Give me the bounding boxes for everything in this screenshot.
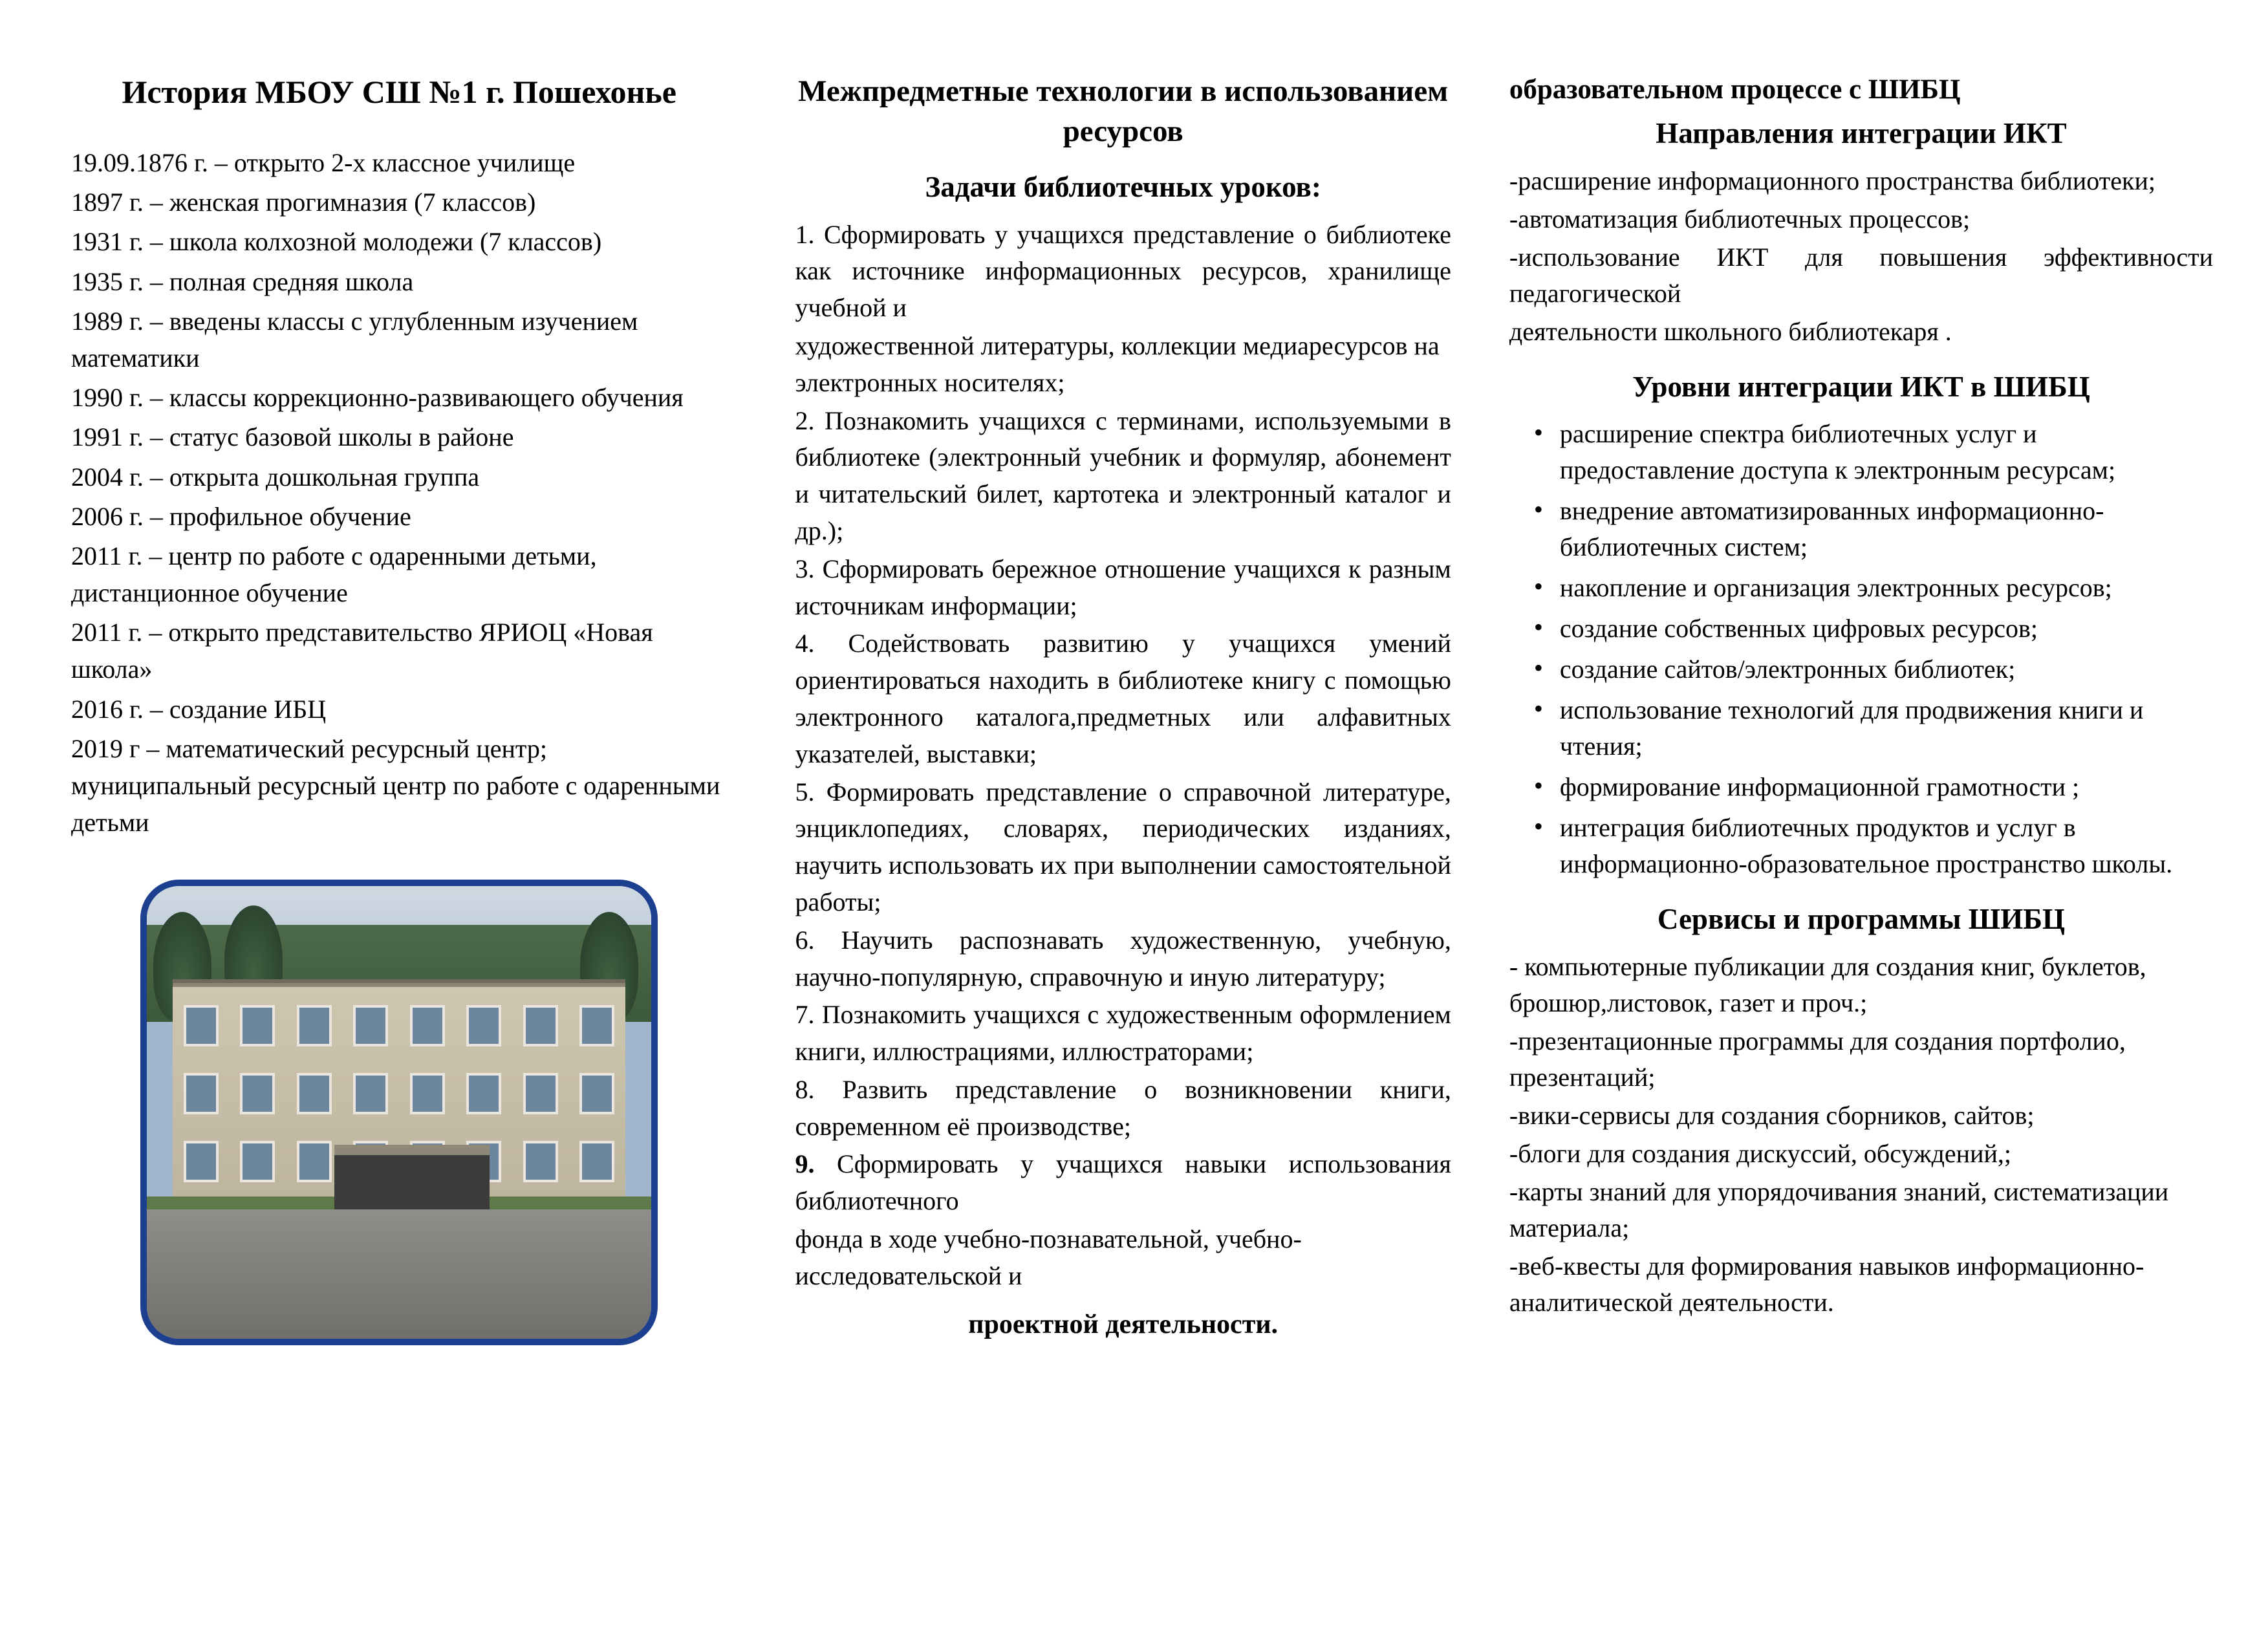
service-item: -карты знаний для упорядочивания знаний, систематизации материала;: [1509, 1176, 2169, 1242]
history-item: 2004 г. – открыта дошкольная группа: [71, 462, 480, 492]
tasks-list: [795, 217, 1451, 1295]
heading-services: Сервисы и программы ШИБЦ: [1657, 903, 2065, 936]
level-item: • использование технологий для продвижения книги и чтения;: [1560, 692, 2213, 764]
history-item: 1991 г. – статус базовой школы в районе: [71, 422, 514, 452]
service-item: -блоги для создания дискуссий, обсуждений,;: [1509, 1138, 2012, 1168]
level-item: • создание сайтов/электронных библиотек;: [1560, 651, 2213, 688]
history-item: 1990 г. – классы коррекционно-развивающего обучения: [71, 383, 684, 413]
photo-window: [523, 1005, 558, 1046]
photo-window: [579, 1141, 614, 1182]
photo-window: [184, 1005, 219, 1046]
direction-item: -использование ИКТ для повышения эффективности педагогической: [1509, 242, 2213, 308]
photo-window: [466, 1073, 501, 1114]
photo-window: [297, 1141, 332, 1182]
direction-item: -автоматизация библиотечных процессов;: [1509, 204, 1971, 233]
history-item: 1897 г. – женская прогимназия (7 классов): [71, 188, 536, 217]
photo-window: [240, 1073, 275, 1114]
photo-window: [579, 1005, 614, 1046]
photo-window: [410, 1005, 445, 1046]
history-item: 19.09.1876 г. – открыто 2-х классное училище: [71, 148, 576, 177]
photo-window-row: [173, 993, 625, 1058]
heading-levels: Уровни интеграции ИКТ в ШИБЦ: [1632, 370, 2090, 403]
history-item: 1935 г. – полная средняя школа: [71, 266, 414, 296]
photo-window-row: [173, 1061, 625, 1126]
task-item: 5. Формировать представление о справочной литературе, энциклопедиях, словарях, периодических изданиях, научить использовать их при выполнении самостоятельной работы;: [795, 777, 1451, 916]
section-heading-technologies: Межпредметные технологии в использованием ресурсов: [798, 74, 1449, 149]
level-item: • накопление и организация электронных ресурсов;: [1560, 570, 2213, 606]
page-title: История МБОУ СШ №1 г. Пошехонье: [122, 74, 676, 110]
photo-window: [184, 1073, 219, 1114]
task-item-9-text: Сформировать у учащихся навыки использования библиотечного: [795, 1149, 1451, 1216]
task-item-9: [795, 1146, 1451, 1220]
service-item: -вики-сервисы для создания сборников, сайтов;: [1509, 1100, 2035, 1130]
photo-window: [240, 1005, 275, 1046]
section-subheading-tasks: Задачи библиотечных уроков:: [925, 171, 1321, 204]
task-item: 8. Развить представление о возникновении книги, современном её производстве;: [795, 1074, 1451, 1141]
tasks-closing-line: проектной деятельности.: [968, 1309, 1279, 1339]
history-item: 1931 г. – школа колхозной молодежи (7 классов): [71, 227, 602, 257]
service-item: - компьютерные публикации для создания книг, буклетов, брошюр,листовок, газет и проч.;: [1509, 951, 2146, 1017]
history-item: 2019 г – математический ресурсный центр; муниципальный ресурсный центр по работе с одаренными детьми: [71, 733, 720, 838]
column-ikt: [1487, 71, 2223, 1323]
task-item: художественной литературы, коллекции медиаресурсов на электронных носителях;: [795, 330, 1440, 397]
history-item: 2011 г. – открыто представительство ЯРИОЦ «Новая школа»: [71, 618, 653, 684]
history-item: 2016 г. – создание ИБЦ: [71, 694, 327, 724]
direction-item: деятельности школьного библиотекаря .: [1509, 316, 1952, 346]
column-history: [45, 71, 766, 1345]
task-item: 3. Сформировать бережное отношение учащихся к разным источникам информации;: [795, 554, 1451, 620]
task-item: 4. Содействовать развитию у учащихся умений ориентироваться находить в библиотеке книгу с помощью электронного каталога,предметных или алфавитных указателей, выставки;: [795, 629, 1451, 768]
history-item: 2011 г. – центр по работе с одаренными детьми, дистанционное обучение: [71, 541, 597, 608]
task-item: 6. Научить распознавать художественную, учебную, научно-популярную, справочную и иную литературу;: [795, 925, 1451, 991]
level-item: • формирование информационной грамотности ;: [1560, 769, 2213, 805]
photo-window: [240, 1141, 275, 1182]
photo-window: [466, 1005, 501, 1046]
photo-window: [297, 1005, 332, 1046]
photo-window: [579, 1073, 614, 1114]
task-item-9-continued: фонда в ходе учебно-познавательной, учебно-исследовательской и: [795, 1224, 1302, 1290]
service-item: -презентационные программы для создания портфолио, презентаций;: [1509, 1026, 2126, 1092]
directions-list: [1509, 163, 2213, 350]
level-item: • интеграция библиотечных продуктов и услуг в информационно-образовательное пространство школы.: [1560, 810, 2213, 882]
photo-window: [353, 1005, 388, 1046]
column-tasks: [766, 71, 1486, 1340]
school-photo-frame: [140, 880, 658, 1345]
photo-window: [523, 1141, 558, 1182]
task-item-9-number: 9.: [795, 1149, 815, 1179]
services-list: [1509, 949, 2213, 1321]
history-item: 1989 г. – введены классы с углубленным изучением математики: [71, 306, 638, 373]
photo-window: [297, 1073, 332, 1114]
direction-item: -расширение информационного пространства библиотеки;: [1509, 166, 2155, 195]
level-item: • расширение спектра библиотечных услуг и предоставление доступа к электронным ресурсам;: [1560, 416, 2213, 488]
task-item: 7. Познакомить учащихся с художественным оформлением книги, иллюстрациями, иллюстраторами;: [795, 1000, 1451, 1067]
photo-window: [184, 1141, 219, 1182]
heading-directions: Направления интеграции ИКТ: [1656, 117, 2067, 150]
photo-ground: [147, 1209, 651, 1339]
task-item: 2. Познакомить учащихся с терминами, используемыми в библиотеке (электронный учебник и формуляр, абонемент и читательский билет, картотека и электронный каталог и др.);: [795, 406, 1451, 545]
continuation-line: образовательном процессе с ШИБЦ: [1509, 74, 1961, 105]
photo-window: [523, 1073, 558, 1114]
service-item: -веб-квесты для формирования навыков информационно-аналитической деятельности.: [1509, 1251, 2144, 1317]
history-list: [71, 144, 727, 841]
school-photo: [140, 880, 658, 1345]
level-item: • внедрение автоматизированных информационно-библиотечных систем;: [1560, 493, 2213, 565]
history-item: 2006 г. – профильное обучение: [71, 501, 411, 531]
task-item: 1. Сформировать у учащихся представление о библиотеке как источнике информационных ресурсов, хранилище учебной и: [795, 219, 1451, 323]
photo-window: [353, 1073, 388, 1114]
photo-window: [410, 1073, 445, 1114]
levels-list: [1509, 416, 2213, 882]
level-item: • создание собственных цифровых ресурсов;: [1560, 611, 2213, 647]
